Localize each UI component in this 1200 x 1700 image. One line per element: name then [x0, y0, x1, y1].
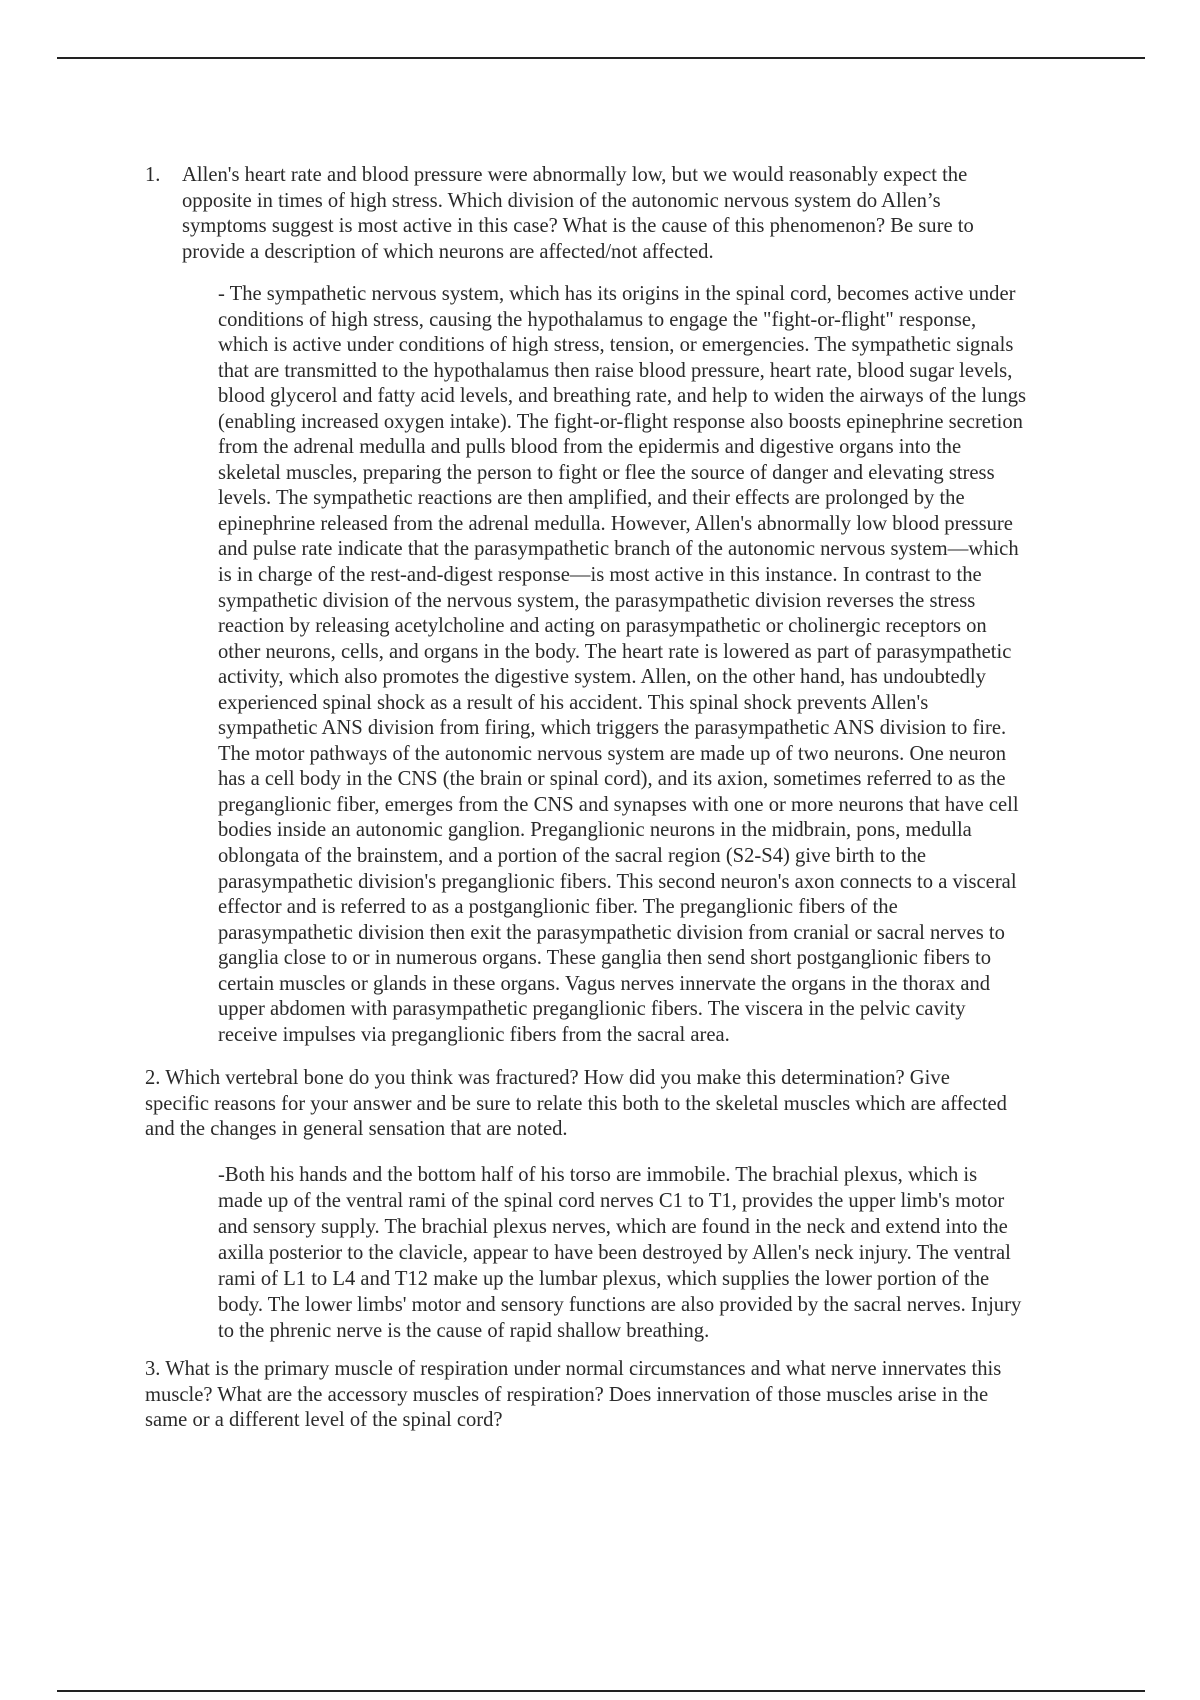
question-1: [182, 163, 974, 265]
answer-2: [218, 1162, 1021, 1344]
question-1-number: 1.: [145, 164, 161, 186]
text-line: -Both his hands and the bottom half of his torso are immobile. The brachial plexus, which is: [218, 1164, 978, 1186]
text-line: other neurons, cells, and organs in the body. The heart rate is lowered as part of parasympathetic: [218, 640, 1012, 663]
text-line: oblongata of the brainstem, and a portion of the sacral region (S2-S4) give birth to the: [218, 845, 927, 868]
text-line: made up of the ventral rami of the spinal cord nerves C1 to T1, provides the upper limb's motor: [218, 1190, 1005, 1212]
text-line: body. The lower limbs' motor and sensory functions are also provided by the sacral nerves. Injury: [218, 1294, 1022, 1316]
answer-1: [218, 282, 1026, 1048]
text-line: parasympathetic division then exit the parasympathetic division from cranial or sacral nerves to: [218, 921, 1005, 944]
text-line: muscle? What are the accessory muscles of respiration? Does innervation of those muscles arise in the: [145, 1383, 989, 1406]
text-line: opposite in times of high stress. Which division of the autonomic nervous system do Allen’s: [182, 189, 941, 212]
text-line: 2. Which vertebral bone do you think was fractured? How did you make this determination? Give: [145, 1067, 950, 1089]
text-line: parasympathetic division's preganglionic fibers. This second neuron's axon connects to a visceral: [218, 870, 1017, 893]
text-line: preganglionic fiber, emerges from the CNS and synapses with one or more neurons that have cell: [218, 793, 1019, 816]
text-line: has a cell body in the CNS (the brain or spinal cord), and its axion, sometimes referred to as the: [218, 768, 1006, 791]
text-line: activity, which also promotes the digestive system. Allen, on the other hand, has undoubtedly: [218, 666, 986, 689]
text-line: that are transmitted to the hypothalamus then raise blood pressure, heart rate, blood sugar levels,: [218, 359, 1013, 382]
text-line: 3. What is the primary muscle of respiration under normal circumstances and what nerve innervates this: [145, 1358, 1002, 1380]
text-line: and sensory supply. The brachial plexus nerves, which are found in the neck and extend into the: [218, 1216, 1008, 1238]
text-line: experienced spinal shock as a result of his accident. This spinal shock prevents Allen's: [218, 691, 929, 714]
text-line: from the adrenal medulla and pulls blood from the epidermis and digestive organs into the: [218, 436, 962, 459]
text-line: skeletal muscles, preparing the person to fight or flee the source of danger and elevating stress: [218, 461, 995, 484]
text-line: provide a description of which neurons are affected/not affected.: [182, 240, 714, 263]
text-line: (enabling increased oxygen intake). The fight-or-flight response also boosts epinephrine secretion: [218, 410, 1023, 433]
text-line: Allen's heart rate and blood pressure were abnormally low, but we would reasonably expect the: [182, 164, 968, 186]
text-line: ganglia close to or in numerous organs. These ganglia then send short postganglionic fibers to: [218, 947, 992, 970]
text-line: conditions of high stress, causing the hypothalamus to engage the "fight-or-flight" response,: [218, 308, 977, 331]
text-line: sympathetic division of the nervous system, the parasympathetic division reverses the stress: [218, 589, 976, 612]
text-line: reaction by releasing acetylcholine and acting on parasympathetic or cholinergic receptors on: [218, 615, 987, 638]
text-line: to the phrenic nerve is the cause of rapid shallow breathing.: [218, 1320, 710, 1342]
text-line: bodies inside an autonomic ganglion. Preganglionic neurons in the midbrain, pons, medulla: [218, 819, 972, 842]
text-line: receive impulses via preganglionic fibers from the sacral area.: [218, 1023, 730, 1046]
text-line: blood glycerol and fatty acid levels, and breathing rate, and help to widen the airways of the lungs: [218, 385, 1027, 408]
text-line: same or a different level of the spinal cord?: [145, 1409, 503, 1431]
text-line: upper abdomen with parasympathetic preganglionic fibers. The viscera in the pelvic cavity: [218, 998, 966, 1021]
text-line: symptoms suggest is most active in this case? What is the cause of this phenomenon? Be sure to: [182, 215, 974, 237]
text-line: rami of L1 to L4 and T12 make up the lumbar plexus, which supplies the lower portion of the: [218, 1268, 990, 1290]
question-3: [145, 1357, 1001, 1434]
text-line: which is active under conditions of high stress, tension, or emergencies. The sympathetic signals: [218, 334, 1014, 357]
header-rule: [57, 57, 1145, 59]
text-line: sympathetic ANS division from firing, which triggers the parasympathetic ANS division to fire.: [218, 717, 1007, 740]
text-line: - The sympathetic nervous system, which has its origins in the spinal cord, becomes active under: [218, 283, 1016, 305]
text-line: axilla posterior to the clavicle, appear to have been destroyed by Allen's neck injury. The ventral: [218, 1242, 1011, 1264]
text-line: is in charge of the rest-and-digest response—is most active in this instance. In contrast to the: [218, 564, 982, 587]
text-line: specific reasons for your answer and be sure to relate this both to the skeletal muscles which are affected: [145, 1092, 1007, 1115]
footer-rule: [57, 1690, 1145, 1692]
text-line: and pulse rate indicate that the parasympathetic branch of the autonomic nervous system—which: [218, 538, 1019, 561]
text-line: levels. The sympathetic reactions are then amplified, and their effects are prolonged by the: [218, 487, 965, 510]
text-line: epinephrine released from the adrenal medulla. However, Allen's abnormally low blood pressure: [218, 512, 1013, 535]
question-2: [145, 1066, 1007, 1143]
text-line: The motor pathways of the autonomic nervous system are made up of two neurons. One neuron: [218, 742, 1007, 765]
text-line: and the changes in general sensation that are noted.: [145, 1118, 568, 1140]
text-line: effector and is referred to as a postganglionic fiber. The preganglionic fibers of the: [218, 896, 898, 919]
text-line: certain muscles or glands in these organs. Vagus nerves innervate the organs in the thorax and: [218, 972, 991, 995]
